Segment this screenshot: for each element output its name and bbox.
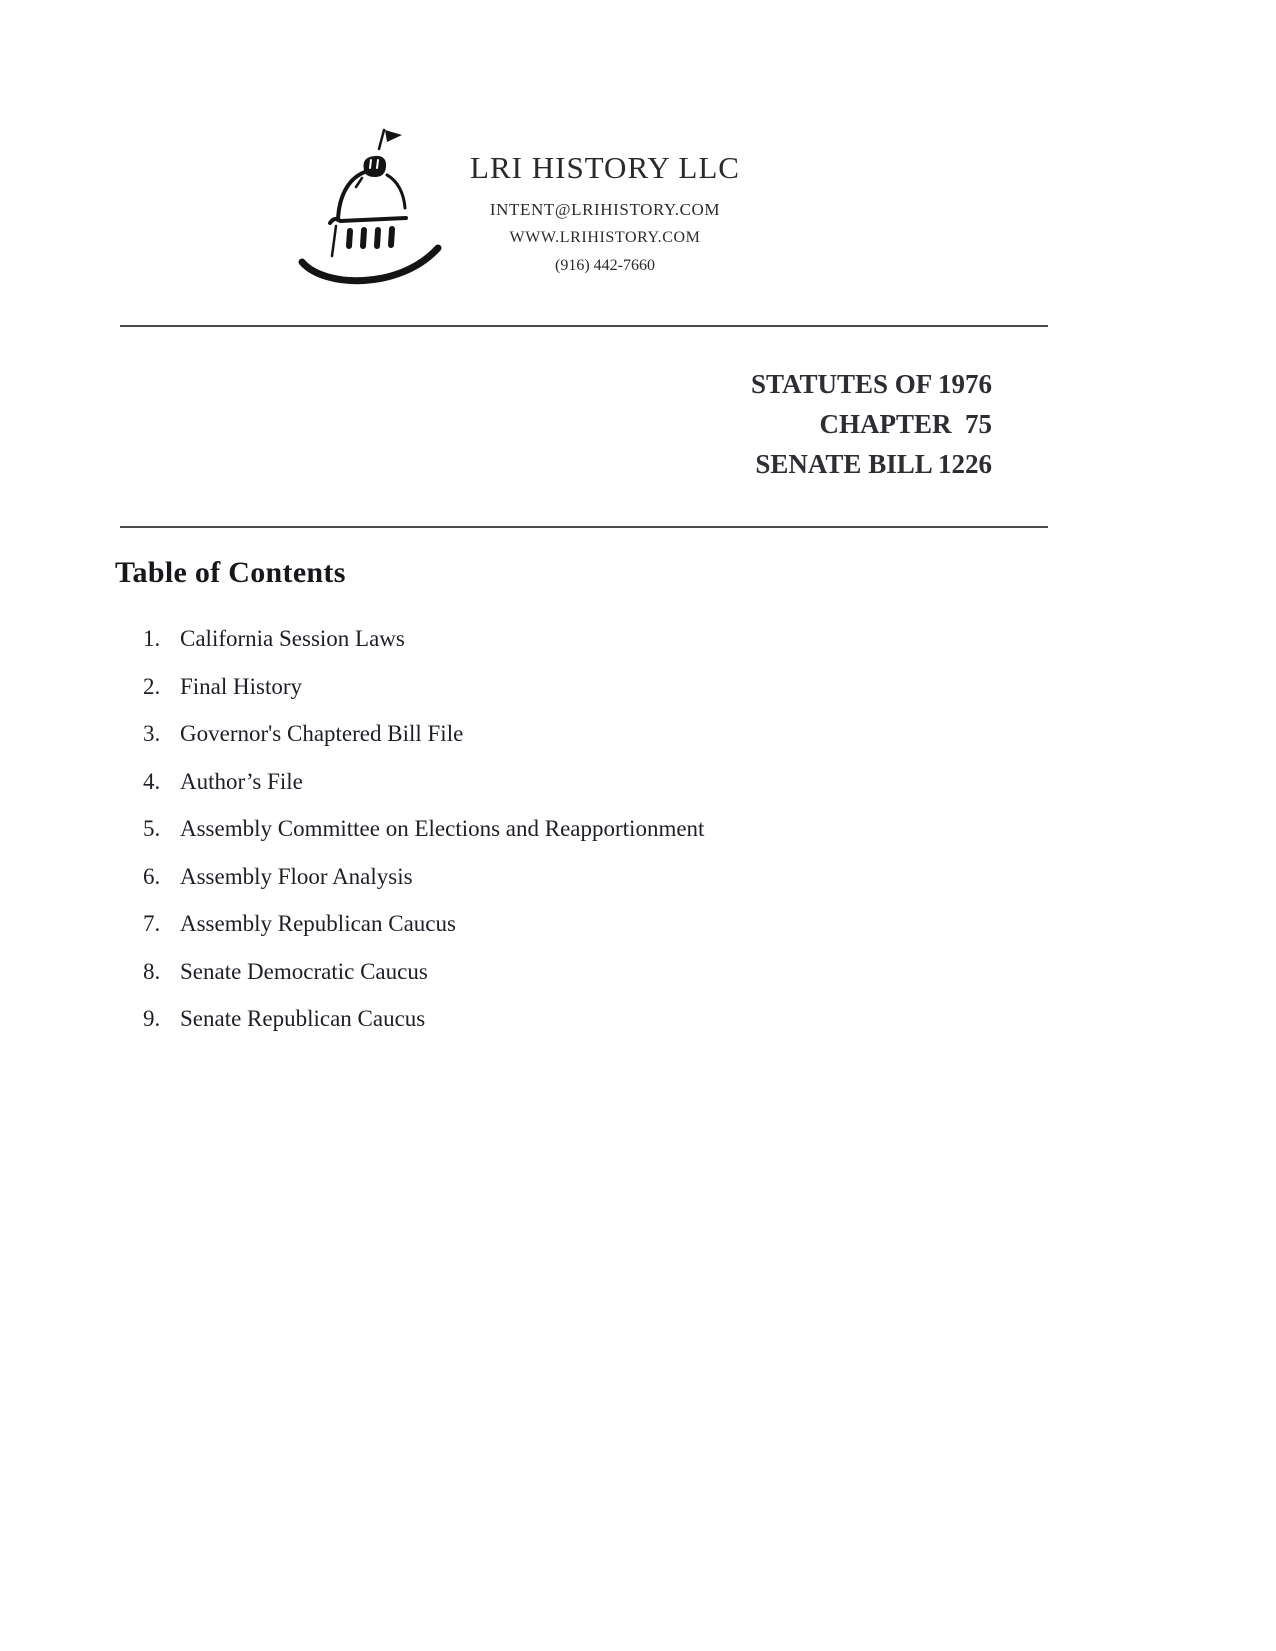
toc-item-number: 2.: [143, 673, 161, 699]
toc-item: [143, 624, 1043, 653]
horizontal-rule-bottom: [120, 526, 1048, 528]
toc-item-label: California Session Laws: [180, 626, 405, 651]
toc-item: [143, 767, 1043, 796]
toc-list: [143, 624, 1043, 1052]
toc-item-label: Senate Republican Caucus: [180, 1006, 426, 1031]
toc-item-number: 3.: [143, 721, 161, 746]
company-phone: (916) 442-7660: [555, 257, 655, 274]
toc-item: [143, 1004, 1043, 1033]
toc-item-label: Author’s File: [180, 768, 303, 794]
toc-item-label: Final History: [180, 673, 303, 699]
chapter-line: CHAPTER 75: [819, 409, 992, 439]
toc-item-label: Senate Democratic Caucus: [180, 958, 428, 984]
toc-item: [143, 909, 1043, 938]
horizontal-rule-top: [120, 325, 1048, 327]
toc-item: [143, 862, 1043, 891]
company-email: INTENT@LRIHISTORY.COM: [489, 200, 721, 219]
statutes-year-line: STATUTES OF 1976: [750, 369, 992, 399]
capitol-dome-logo-icon: [292, 118, 448, 294]
statute-title-block: [751, 364, 992, 484]
toc-item-label: Governor's Chaptered Bill File: [180, 721, 464, 746]
toc-item-number: 7.: [143, 911, 161, 936]
toc-item-label: Assembly Floor Analysis: [180, 863, 413, 889]
toc-item-number: 9.: [143, 1006, 161, 1031]
company-name: LRI HISTORY LLC: [470, 150, 740, 185]
toc-item: [143, 672, 1043, 701]
toc-item-number: 5.: [143, 816, 161, 841]
toc-item-number: 1.: [143, 626, 161, 651]
toc-item: [143, 957, 1043, 986]
toc-item: [143, 719, 1043, 748]
toc-heading: Table of Contents: [115, 556, 346, 589]
toc-item-number: 6.: [143, 863, 161, 889]
senate-bill-line: SENATE BILL 1226: [755, 449, 992, 479]
company-website: WWW.LRIHISTORY.COM: [509, 229, 701, 246]
toc-item: [143, 814, 1043, 843]
toc-item-label: Assembly Republican Caucus: [180, 911, 456, 936]
letterhead: [438, 150, 772, 275]
toc-item-number: 8.: [143, 958, 161, 984]
toc-item-number: 4.: [143, 768, 161, 794]
toc-item-label: Assembly Committee on Elections and Reapportionment: [180, 816, 705, 841]
